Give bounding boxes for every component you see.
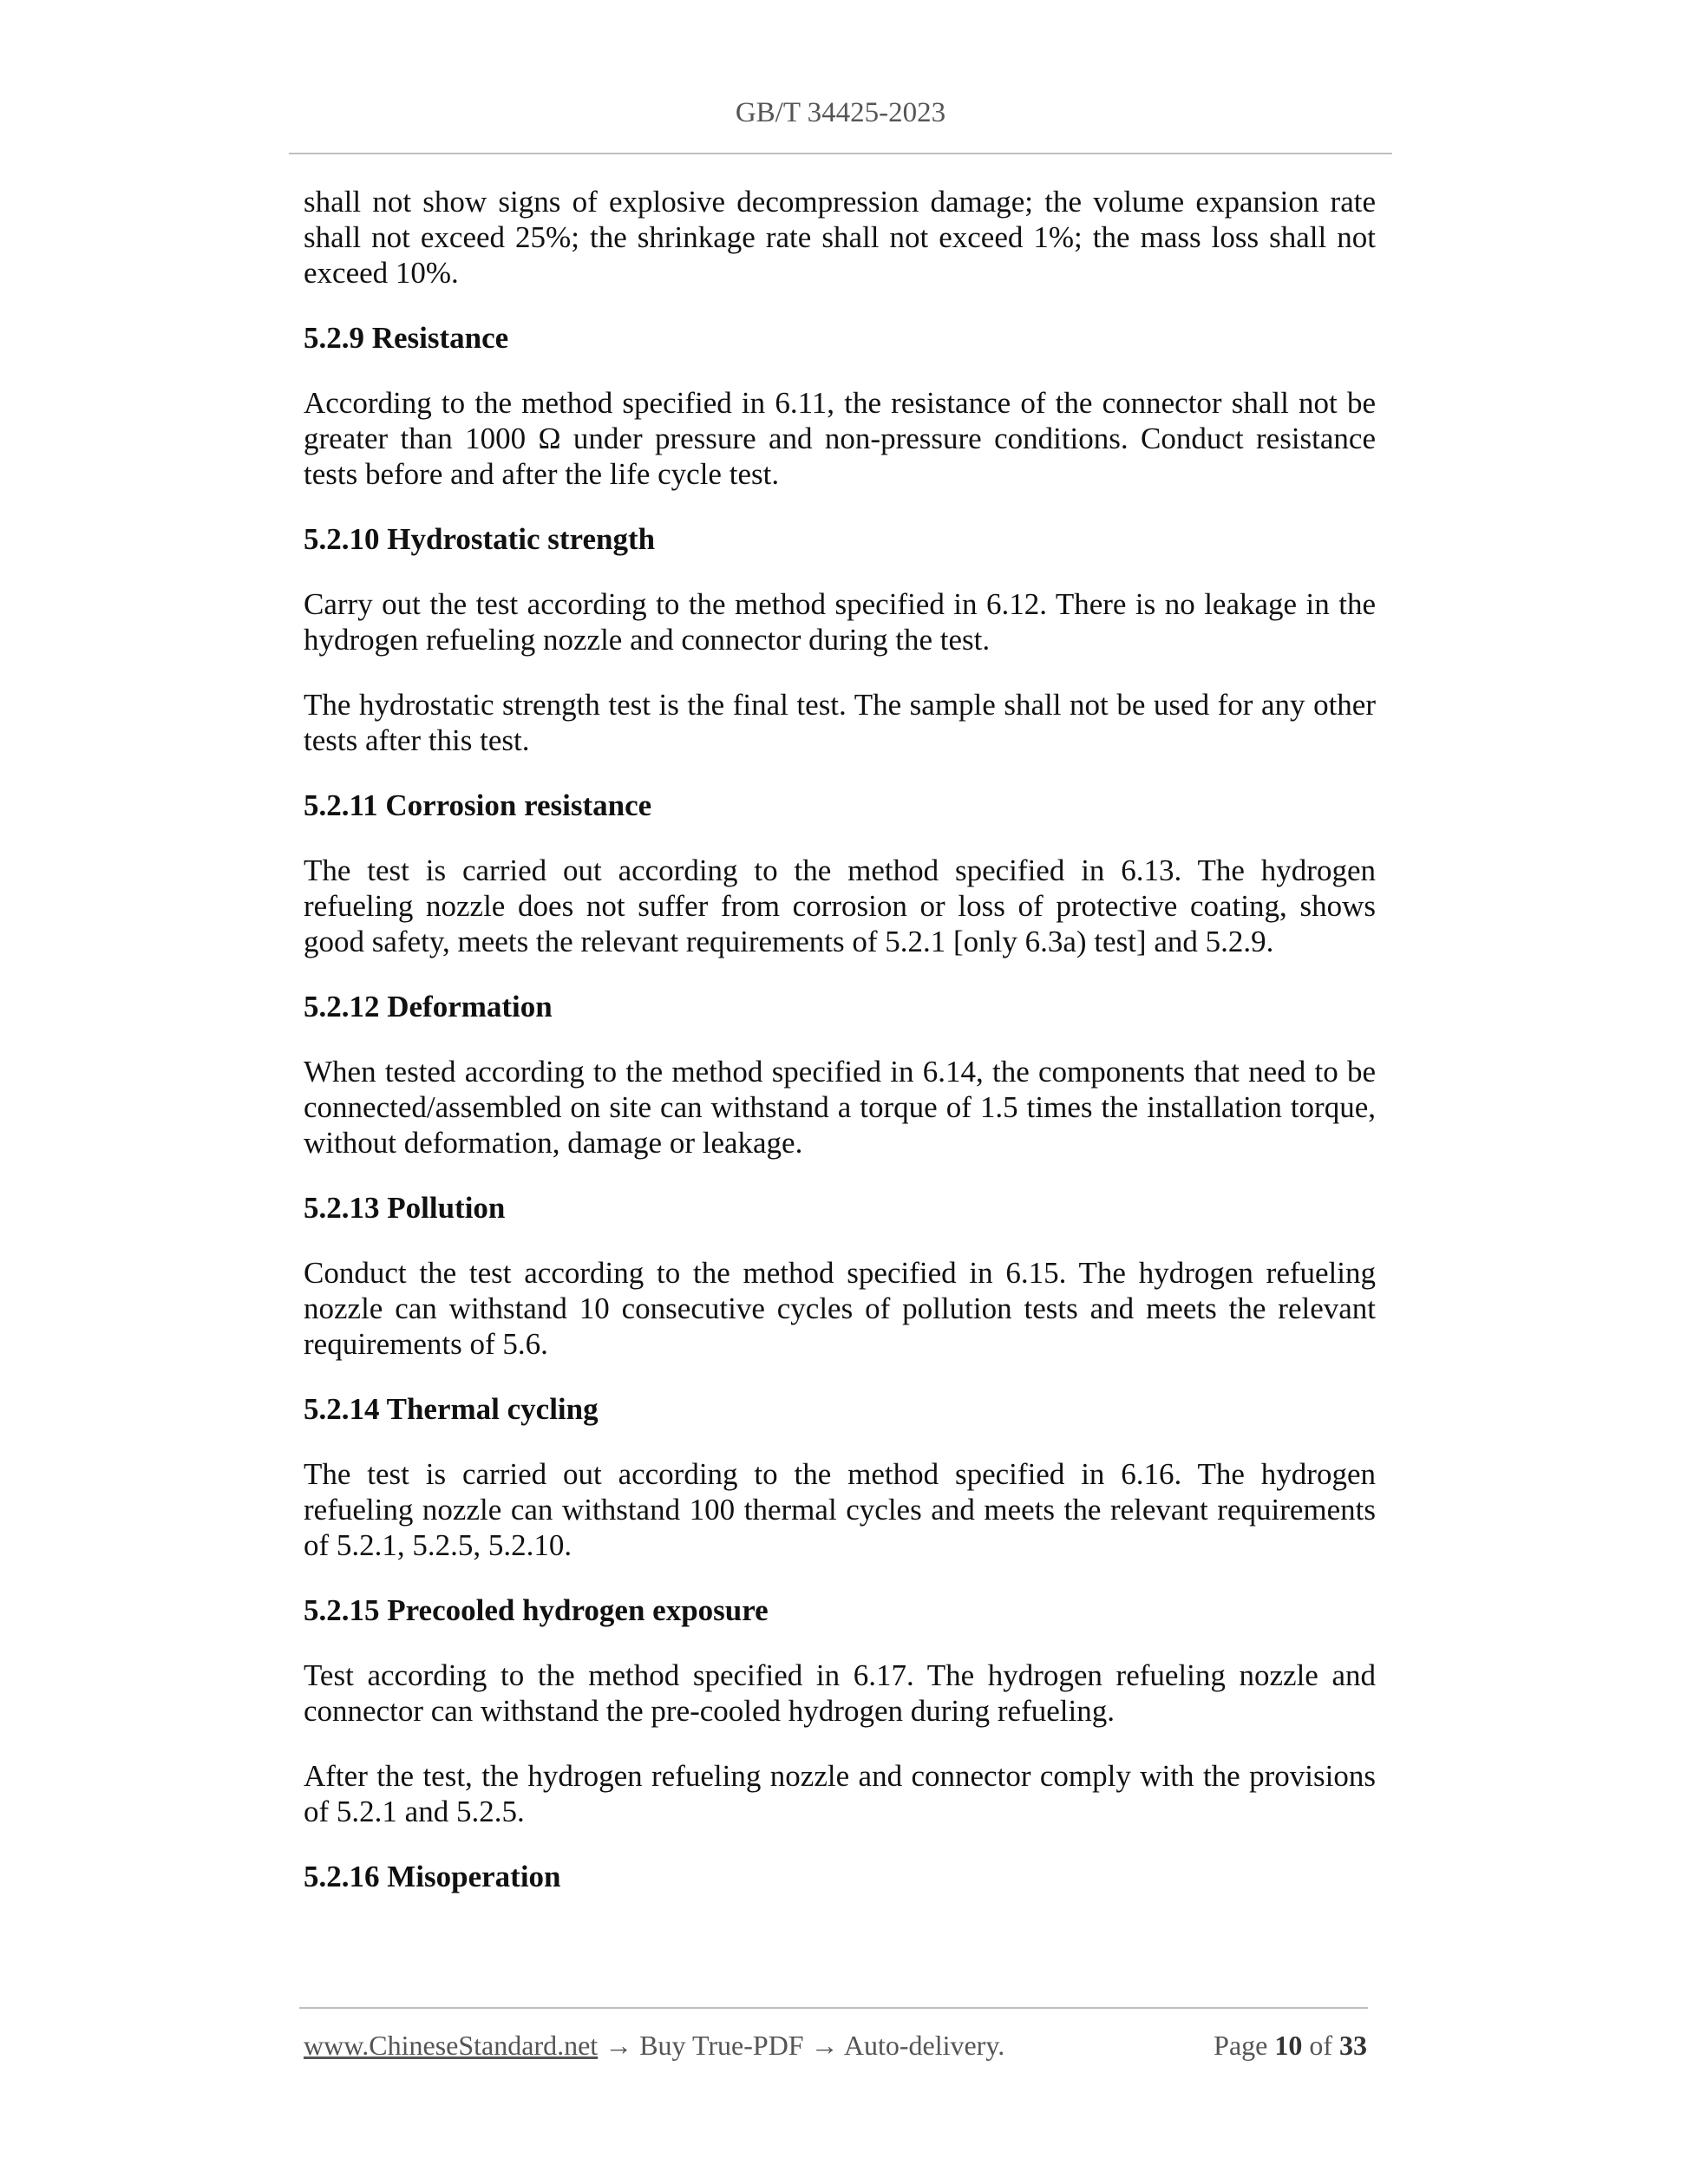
- section-heading-5-2-9: 5.2.9 Resistance: [304, 321, 509, 355]
- page-number: [1214, 2028, 1367, 2063]
- section-heading-5-2-14: 5.2.14 Thermal cycling: [304, 1392, 599, 1426]
- total-pages: 33: [1339, 2030, 1367, 2061]
- footer-divider: [299, 2007, 1368, 2009]
- footer-delivery-text: Auto-delivery.: [843, 2030, 1005, 2061]
- section-heading-5-2-13: 5.2.13 Pollution: [304, 1191, 506, 1225]
- paragraph-resistance: According to the method specified in 6.11, the resistance of the connector shall not be greater than 1000 Ω under pressure and non-pressure conditions. Conduct resistance tests before and after the life cycle test.: [304, 386, 1376, 491]
- paragraph-deformation: When tested according to the method specified in 6.14, the components that need to be connected/assembled on site can withstand a torque of 1.5 times the installation torque, without deformation, damage or leakage.: [304, 1055, 1376, 1160]
- page-label: Page: [1214, 2030, 1268, 2061]
- paragraph-corrosion: The test is carried out according to the method specified in 6.13. The hydrogen refueling nozzle does not suffer from corrosion or loss of protective coating, shows good safety, meets the relevant requirements of 5.2.1 [only 6.3a) test] and 5.2.9.: [304, 853, 1376, 958]
- paragraph-thermal-cycling: The test is carried out according to the method specified in 6.16. The hydrogen refueling nozzle can withstand 100 thermal cycles and meets the relevant requirements of 5.2.1, 5.2.5, 5.2.10.: [304, 1457, 1376, 1562]
- website-link[interactable]: www.ChineseStandard.net: [304, 2030, 599, 2061]
- document-body: [304, 184, 1376, 1924]
- paragraph-hydrostatic-1: Carry out the test according to the method specified in 6.12. There is no leakage in the hydrogen refueling nozzle and connector during the test.: [304, 587, 1376, 657]
- section-heading-5-2-12: 5.2.12 Deformation: [304, 990, 553, 1023]
- section-heading-5-2-16: 5.2.16 Misoperation: [304, 1860, 561, 1893]
- document-header: GB/T 34425-2023: [735, 97, 946, 128]
- paragraph-intro: shall not show signs of explosive decompression damage; the volume expansion rate shall not exceed 25%; the shrinkage rate shall not exceed 1%; the mass loss shall not exceed 10%.: [304, 185, 1376, 290]
- arrow-right-icon: →: [605, 2030, 633, 2061]
- footer-promo: [304, 2028, 1004, 2063]
- section-heading-5-2-11: 5.2.11 Corrosion resistance: [304, 788, 652, 822]
- section-heading-5-2-10: 5.2.10 Hydrostatic strength: [304, 522, 656, 556]
- paragraph-precooled-1: Test according to the method specified in 6.17. The hydrogen refueling nozzle and connector can withstand the pre-cooled hydrogen during refueling.: [304, 1658, 1376, 1728]
- footer-buy-text: Buy True-PDF: [639, 2030, 804, 2061]
- section-heading-5-2-15: 5.2.15 Precooled hydrogen exposure: [304, 1593, 769, 1627]
- paragraph-precooled-2: After the test, the hydrogen refueling nozzle and connector comply with the provisions of 5.2.1 and 5.2.5.: [304, 1759, 1376, 1828]
- paragraph-pollution: Conduct the test according to the method specified in 6.15. The hydrogen refueling nozzle can withstand 10 consecutive cycles of pollution tests and meets the relevant requirements of 5.6.: [304, 1256, 1376, 1361]
- current-page: 10: [1274, 2030, 1303, 2061]
- arrow-right-icon: →: [810, 2030, 839, 2061]
- paragraph-hydrostatic-2: The hydrostatic strength test is the final test. The sample shall not be used for any other tests after this test.: [304, 688, 1376, 757]
- of-label: of: [1309, 2030, 1332, 2061]
- header-divider: [289, 153, 1392, 154]
